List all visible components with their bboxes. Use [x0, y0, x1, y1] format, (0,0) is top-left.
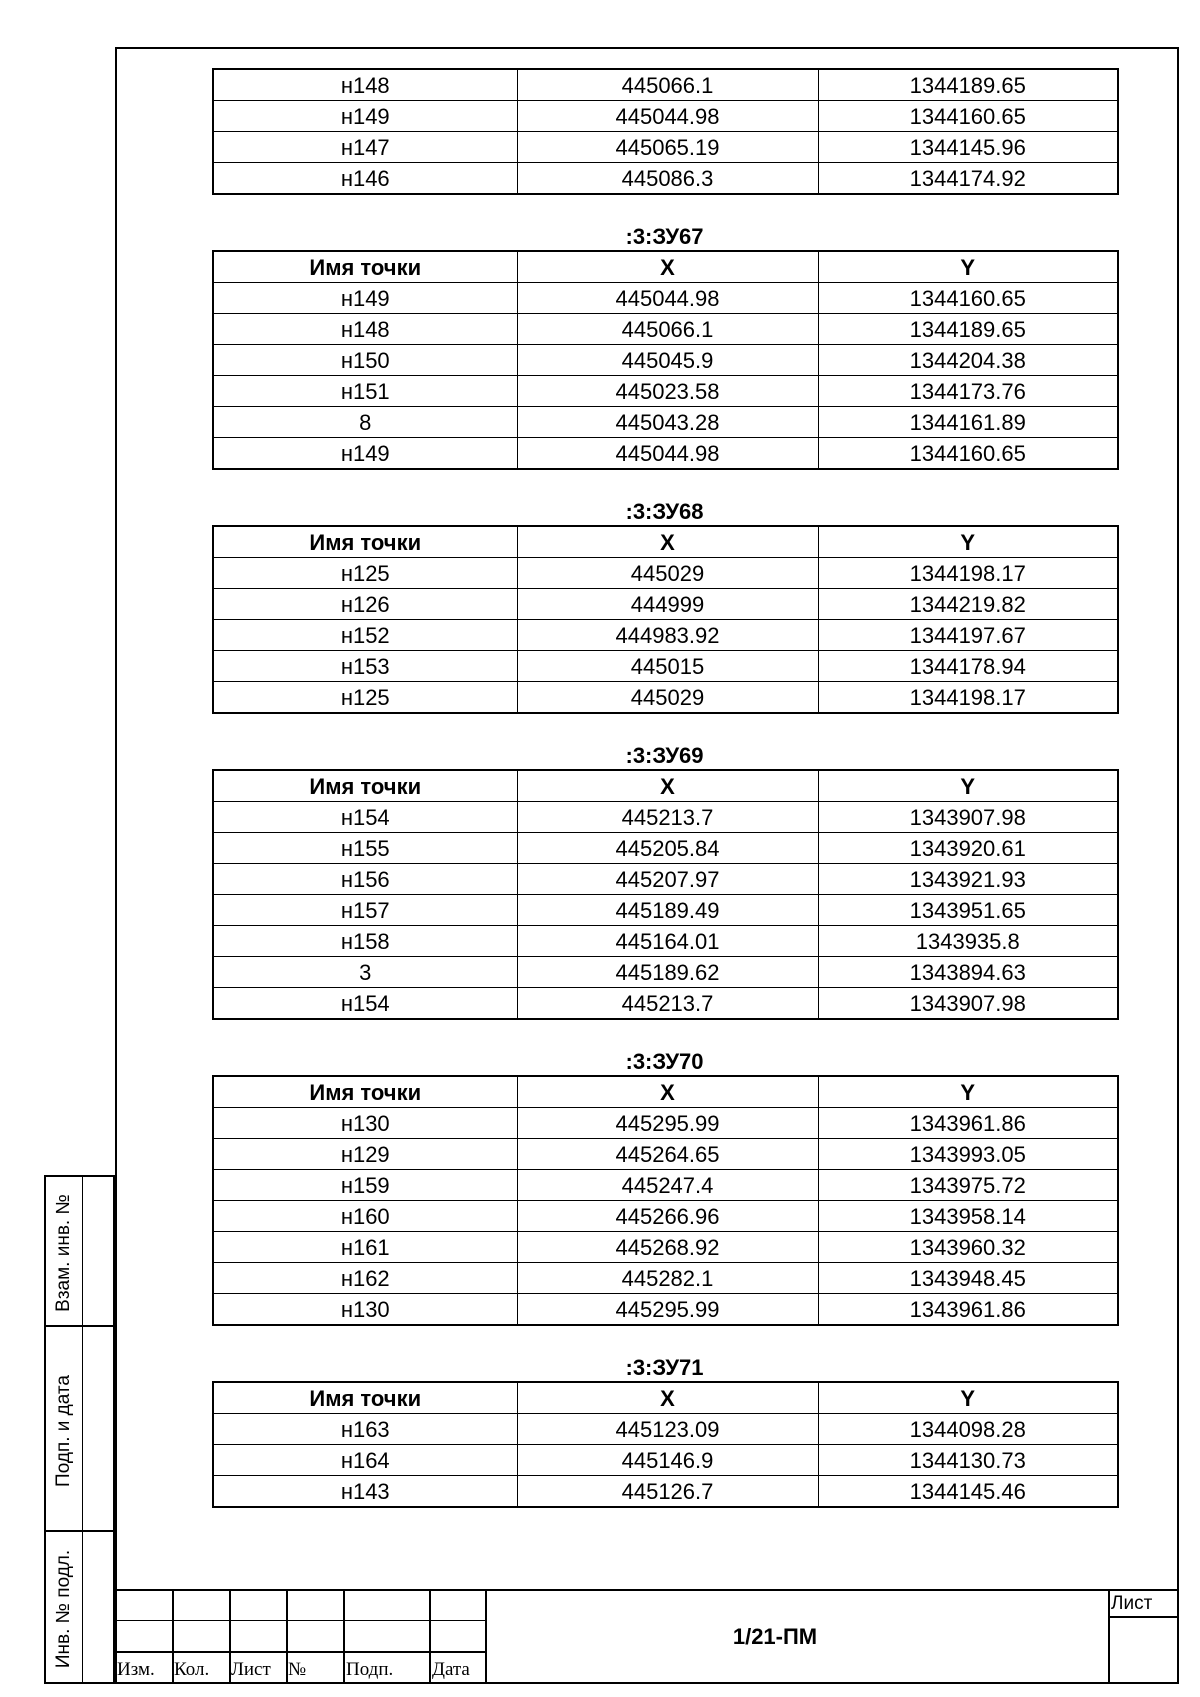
- point-name-cell: н149: [213, 283, 517, 314]
- y-coordinate-cell: 1343961.86: [818, 1294, 1118, 1326]
- y-coordinate-cell: 1343960.32: [818, 1232, 1118, 1263]
- y-coordinate-cell: 1343948.45: [818, 1263, 1118, 1294]
- section-title: :3:ЗУ71: [625, 1355, 704, 1380]
- point-name-cell: н149: [213, 438, 517, 470]
- y-coordinate-cell: 1343951.65: [818, 895, 1118, 926]
- column-header-point-name: Имя точки: [213, 1382, 517, 1414]
- point-name-cell: н130: [213, 1108, 517, 1139]
- x-coordinate-cell: 445045.9: [517, 345, 818, 376]
- document-code: 1/21-ПМ: [732, 1623, 818, 1649]
- table-header-row: [213, 770, 1118, 802]
- y-coordinate-cell: 1344098.28: [818, 1414, 1118, 1445]
- x-coordinate-cell: 445123.09: [517, 1414, 818, 1445]
- column-header-x: X: [517, 1076, 818, 1108]
- point-name-cell: н161: [213, 1232, 517, 1263]
- column-header-x: X: [517, 526, 818, 558]
- point-name-cell: 3: [213, 957, 517, 988]
- table-row: [213, 1170, 1118, 1201]
- table-row: [213, 1139, 1118, 1170]
- table-row: [213, 682, 1118, 714]
- y-coordinate-cell: 1344145.46: [818, 1476, 1118, 1508]
- y-coordinate-cell: 1344145.96: [818, 132, 1118, 163]
- table-row: [213, 132, 1118, 163]
- x-coordinate-cell: 445044.98: [517, 101, 818, 132]
- section-title: :3:ЗУ69: [625, 743, 704, 768]
- coordinates-table: [212, 525, 1119, 714]
- title-label-izm: Изм.: [117, 1659, 155, 1680]
- table-row: [213, 802, 1118, 833]
- table-row: [213, 1294, 1118, 1326]
- x-coordinate-cell: 445268.92: [517, 1232, 818, 1263]
- stamp-label-vzam-inv: Взам. инв. №: [53, 1194, 74, 1312]
- y-coordinate-cell: 1344161.89: [818, 407, 1118, 438]
- title-label-num: №: [288, 1659, 307, 1680]
- table-header-row: [213, 251, 1118, 283]
- point-name-cell: н158: [213, 926, 517, 957]
- point-name-cell: н154: [213, 988, 517, 1020]
- stamp-cell-signature-date: [44, 1325, 115, 1532]
- point-name-cell: н125: [213, 682, 517, 714]
- y-coordinate-cell: 1344189.65: [818, 314, 1118, 345]
- x-coordinate-cell: 445066.1: [517, 69, 818, 101]
- column-header-point-name: Имя точки: [213, 1076, 517, 1108]
- column-header-y: Y: [818, 526, 1118, 558]
- column-header-x: X: [517, 770, 818, 802]
- table-row: [213, 1232, 1118, 1263]
- x-coordinate-cell: 445247.4: [517, 1170, 818, 1201]
- y-coordinate-cell: 1343907.98: [818, 988, 1118, 1020]
- y-coordinate-cell: 1343921.93: [818, 864, 1118, 895]
- x-coordinate-cell: 445146.9: [517, 1445, 818, 1476]
- x-coordinate-cell: 445205.84: [517, 833, 818, 864]
- y-coordinate-cell: 1344198.17: [818, 558, 1118, 589]
- table-row: [213, 1445, 1118, 1476]
- x-coordinate-cell: 445066.1: [517, 314, 818, 345]
- point-name-cell: н163: [213, 1414, 517, 1445]
- point-name-cell: н160: [213, 1201, 517, 1232]
- column-header-point-name: Имя точки: [213, 251, 517, 283]
- stamp-cell-original-inventory: [44, 1530, 115, 1684]
- y-coordinate-cell: 1343993.05: [818, 1139, 1118, 1170]
- x-coordinate-cell: 445264.65: [517, 1139, 818, 1170]
- y-coordinate-cell: 1343961.86: [818, 1108, 1118, 1139]
- x-coordinate-cell: 445029: [517, 558, 818, 589]
- side-approval-stamp: [44, 1175, 115, 1684]
- point-name-cell: н151: [213, 376, 517, 407]
- column-header-point-name: Имя точки: [213, 770, 517, 802]
- x-coordinate-cell: 445295.99: [517, 1294, 818, 1326]
- coordinates-table: [212, 1075, 1119, 1326]
- table-row: [213, 1414, 1118, 1445]
- table-row: [213, 163, 1118, 195]
- y-coordinate-cell: 1344197.67: [818, 620, 1118, 651]
- x-coordinate-cell: 445086.3: [517, 163, 818, 195]
- table-row: [213, 314, 1118, 345]
- point-name-cell: н130: [213, 1294, 517, 1326]
- column-header-x: X: [517, 251, 818, 283]
- point-name-cell: н159: [213, 1170, 517, 1201]
- section-title: :3:ЗУ68: [625, 499, 704, 524]
- y-coordinate-cell: 1344130.73: [818, 1445, 1118, 1476]
- table-row: [213, 620, 1118, 651]
- table-row: [213, 407, 1118, 438]
- table-row: [213, 988, 1118, 1020]
- y-coordinate-cell: 1343920.61: [818, 833, 1118, 864]
- coordinates-table: [212, 1381, 1119, 1508]
- x-coordinate-cell: 445207.97: [517, 864, 818, 895]
- table-row: [213, 833, 1118, 864]
- table-row: [213, 283, 1118, 314]
- table-row: [213, 69, 1118, 101]
- point-name-cell: н152: [213, 620, 517, 651]
- y-coordinate-cell: 1343935.8: [818, 926, 1118, 957]
- x-coordinate-cell: 445213.7: [517, 988, 818, 1020]
- table-row: [213, 376, 1118, 407]
- x-coordinate-cell: 445213.7: [517, 802, 818, 833]
- table-header-row: [213, 1076, 1118, 1108]
- y-coordinate-cell: 1344198.17: [818, 682, 1118, 714]
- title-block: [115, 1589, 1179, 1684]
- table-header-row: [213, 1382, 1118, 1414]
- x-coordinate-cell: 445015: [517, 651, 818, 682]
- x-coordinate-cell: 445295.99: [517, 1108, 818, 1139]
- point-name-cell: н129: [213, 1139, 517, 1170]
- x-coordinate-cell: 445023.58: [517, 376, 818, 407]
- y-coordinate-cell: 1344219.82: [818, 589, 1118, 620]
- point-name-cell: н155: [213, 833, 517, 864]
- table-row: [213, 895, 1118, 926]
- point-name-cell: н146: [213, 163, 517, 195]
- y-coordinate-cell: 1344178.94: [818, 651, 1118, 682]
- point-name-cell: н157: [213, 895, 517, 926]
- x-coordinate-cell: 445266.96: [517, 1201, 818, 1232]
- column-header-y: Y: [818, 770, 1118, 802]
- point-name-cell: 8: [213, 407, 517, 438]
- point-name-cell: н156: [213, 864, 517, 895]
- document-content: [212, 68, 1117, 1508]
- table-row: [213, 864, 1118, 895]
- point-name-cell: н149: [213, 101, 517, 132]
- column-header-point-name: Имя точки: [213, 526, 517, 558]
- table-row: [213, 345, 1118, 376]
- x-coordinate-cell: 445065.19: [517, 132, 818, 163]
- x-coordinate-cell: 445282.1: [517, 1263, 818, 1294]
- y-coordinate-cell: 1344160.65: [818, 283, 1118, 314]
- point-name-cell: н143: [213, 1476, 517, 1508]
- table-row: [213, 101, 1118, 132]
- point-name-cell: н150: [213, 345, 517, 376]
- x-coordinate-cell: 445044.98: [517, 283, 818, 314]
- point-name-cell: н153: [213, 651, 517, 682]
- x-coordinate-cell: 445126.7: [517, 1476, 818, 1508]
- table-row: [213, 651, 1118, 682]
- x-coordinate-cell: 445044.98: [517, 438, 818, 470]
- stamp-label-podp-data: Подп. и дата: [53, 1374, 75, 1487]
- point-name-cell: н154: [213, 802, 517, 833]
- column-header-y: Y: [818, 251, 1118, 283]
- y-coordinate-cell: 1344189.65: [818, 69, 1118, 101]
- y-coordinate-cell: 1343958.14: [818, 1201, 1118, 1232]
- y-coordinate-cell: 1344173.76: [818, 376, 1118, 407]
- y-coordinate-cell: 1344174.92: [818, 163, 1118, 195]
- table-row: [213, 589, 1118, 620]
- y-coordinate-cell: 1344204.38: [818, 345, 1118, 376]
- section-title: :3:ЗУ70: [625, 1049, 704, 1074]
- table-row: [213, 1476, 1118, 1508]
- table-row: [213, 438, 1118, 470]
- coordinates-table-continuation: [212, 68, 1119, 195]
- x-coordinate-cell: 445043.28: [517, 407, 818, 438]
- point-name-cell: н126: [213, 589, 517, 620]
- point-name-cell: н148: [213, 314, 517, 345]
- point-name-cell: н147: [213, 132, 517, 163]
- title-label-data: Дата: [432, 1659, 470, 1680]
- table-row: [213, 1263, 1118, 1294]
- y-coordinate-cell: 1344160.65: [818, 101, 1118, 132]
- title-label-kol: Кол.: [174, 1659, 210, 1680]
- table-row: [213, 1201, 1118, 1232]
- point-name-cell: н164: [213, 1445, 517, 1476]
- x-coordinate-cell: 445029: [517, 682, 818, 714]
- section-title: :3:ЗУ67: [625, 224, 704, 249]
- coordinates-table: [212, 769, 1119, 1020]
- title-label-podp: Подп.: [346, 1659, 394, 1680]
- point-name-cell: н125: [213, 558, 517, 589]
- table-row: [213, 957, 1118, 988]
- x-coordinate-cell: 445189.49: [517, 895, 818, 926]
- x-coordinate-cell: 444983.92: [517, 620, 818, 651]
- table-row: [213, 926, 1118, 957]
- sheet-label: Лист: [1111, 1593, 1153, 1614]
- y-coordinate-cell: 1343894.63: [818, 957, 1118, 988]
- title-label-list: Лист: [231, 1659, 271, 1680]
- column-header-y: Y: [818, 1382, 1118, 1414]
- table-header-row: [213, 526, 1118, 558]
- y-coordinate-cell: 1344160.65: [818, 438, 1118, 470]
- stamp-label-inv-podl: Инв. № подл.: [53, 1549, 75, 1669]
- table-row: [213, 1108, 1118, 1139]
- y-coordinate-cell: 1343907.98: [818, 802, 1118, 833]
- stamp-cell-replacement: [44, 1175, 115, 1327]
- x-coordinate-cell: 445189.62: [517, 957, 818, 988]
- x-coordinate-cell: 444999: [517, 589, 818, 620]
- point-name-cell: н148: [213, 69, 517, 101]
- x-coordinate-cell: 445164.01: [517, 926, 818, 957]
- coordinates-table: [212, 250, 1119, 470]
- column-header-x: X: [517, 1382, 818, 1414]
- column-header-y: Y: [818, 1076, 1118, 1108]
- table-row: [213, 558, 1118, 589]
- point-name-cell: н162: [213, 1263, 517, 1294]
- y-coordinate-cell: 1343975.72: [818, 1170, 1118, 1201]
